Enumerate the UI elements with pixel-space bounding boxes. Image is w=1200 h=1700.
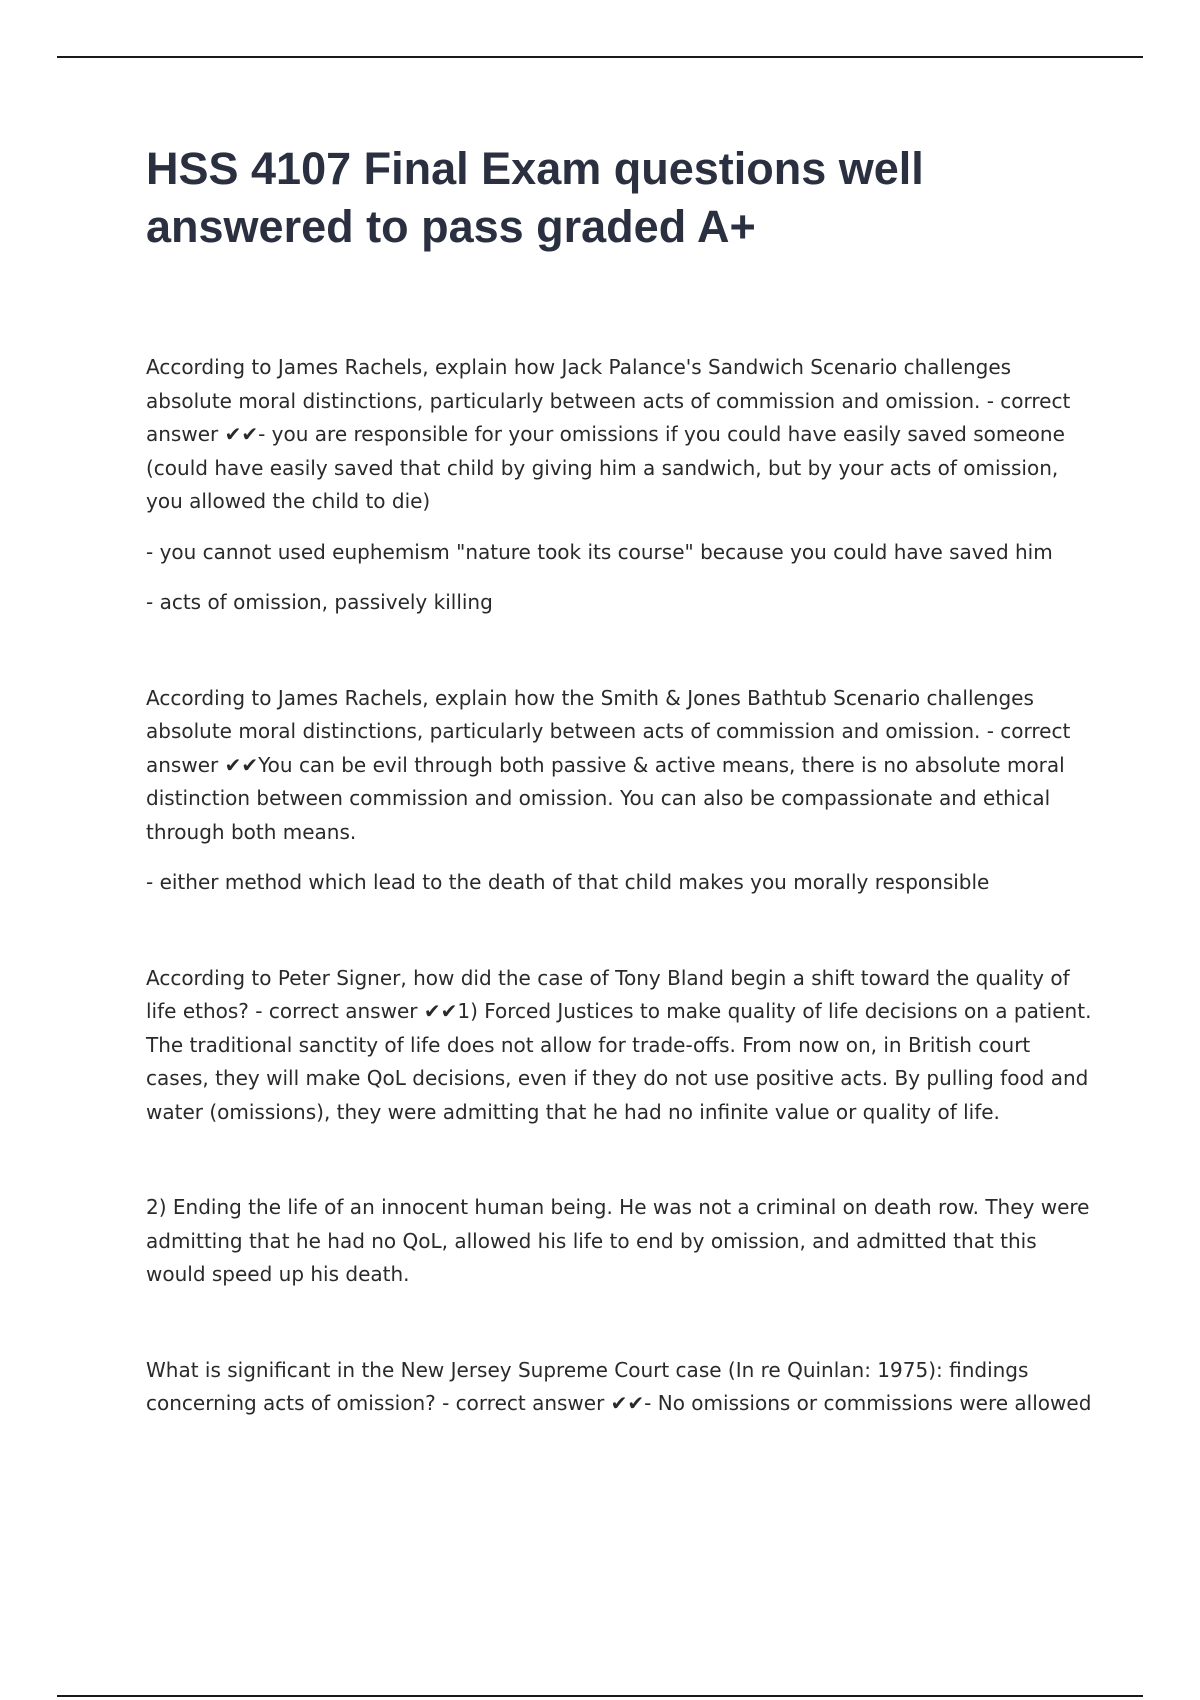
document-title: HSS 4107 Final Exam questions well answered to pass graded A+ (146, 143, 924, 252)
top-divider (57, 56, 1143, 58)
question-4-text: What is significant in the New Jersey Supreme Court case (In re Quinlan: 1975): findings concerning acts of omission? - correct answer ✔✔- No omissions or commissions were allowed (146, 1357, 1092, 1415)
question-3-text: According to Peter Signer, how did the case of Tony Bland begin a shift toward the quality of life ethos? - correct answer ✔✔1) Forced Justices to make quality of life decisions on a patient. The traditional sanctity of life does not allow for trade-offs. From now on, in British court cases, they will make QoL decisions, even if they do not use positive acts. By pulling food and water (omissions), they were admitting that he had no infinite value or quality of life. (146, 965, 1092, 1124)
document-body (146, 140, 1096, 1421)
question-2-text: According to James Rachels, explain how the Smith & Jones Bathtub Scenario challenges absolute moral distinctions, particularly between acts of commission and omission. - correct answer ✔✔You can be evil through both passive & active means, there is no absolute moral distinction between commission and omission. You can also be compassionate and ethical through both means. (146, 685, 1071, 844)
question-1-point-3: - acts of omission, passively killing (146, 590, 493, 614)
bottom-divider (57, 1695, 1143, 1697)
question-2-point-2: - either method which lead to the death of that child makes you morally responsible (146, 870, 990, 894)
question-1-point-2: - you cannot used euphemism "nature took its course" because you could have saved him (146, 539, 1053, 564)
question-1-text: According to James Rachels, explain how Jack Palance's Sandwich Scenario challenges absolute moral distinctions, particularly between acts of commission and omission. - correct answer ✔✔- you are responsible for your omissions if you could have easily saved someone (could have easily saved that child by giving him a sandwich, but by your acts of omission, you allowed the child to die) (146, 355, 1071, 513)
question-3-point-2: 2) Ending the life of an innocent human being. He was not a criminal on death row. They were admitting that he had no QoL, allowed his life to end by omission, and admitted that this would speed up his death. (146, 1195, 1090, 1286)
